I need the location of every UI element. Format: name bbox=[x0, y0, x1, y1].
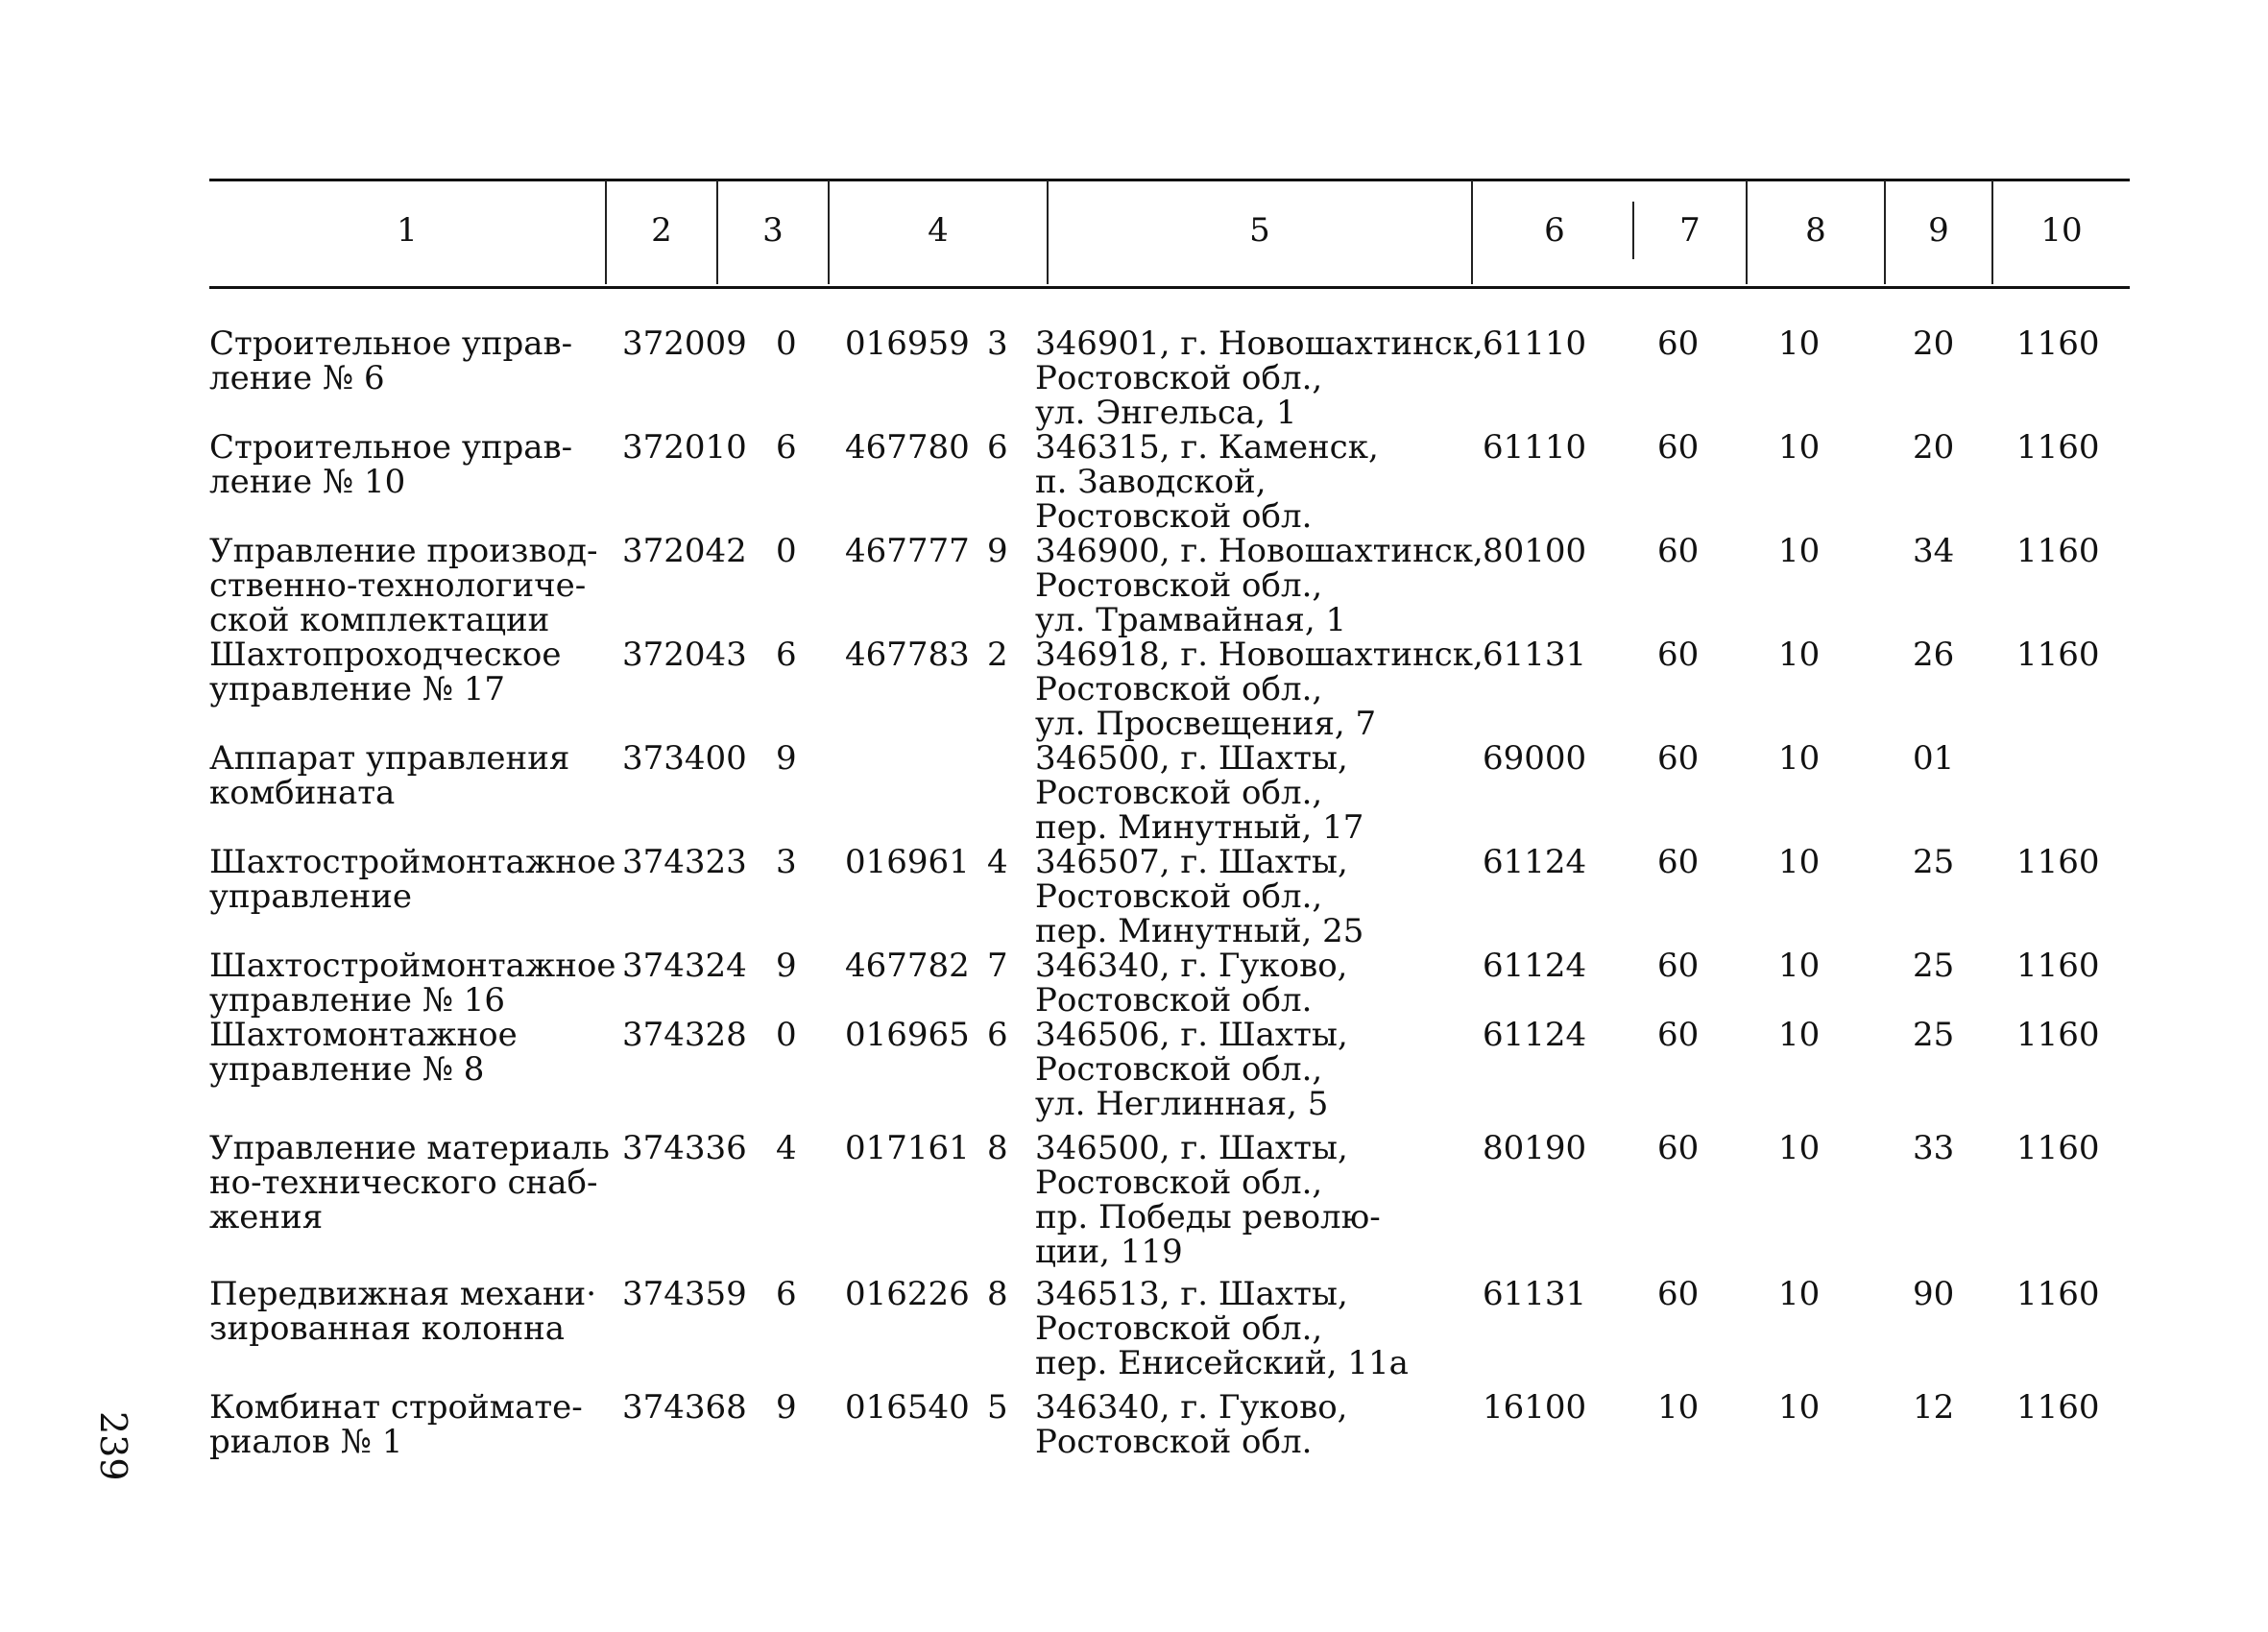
cell-c6: 61131 bbox=[1483, 1275, 1587, 1313]
row-address-line: Ростовской обл., bbox=[1035, 566, 1323, 605]
header-bottom-rule bbox=[209, 286, 2130, 289]
header-col-8: 8 bbox=[1805, 211, 1826, 250]
row-address-line: ул. Энгельса, 1 bbox=[1035, 394, 1297, 432]
cell-c2: 374323 bbox=[622, 843, 747, 881]
cell-c10: 1160 bbox=[2016, 1016, 2100, 1054]
row-address-line: 346500, г. Шахты, bbox=[1035, 739, 1348, 778]
cell-c10: 1160 bbox=[2016, 1275, 2100, 1313]
cell-c4b: 8 bbox=[987, 1129, 1008, 1167]
row-name-line: Шахтостроймонтажное bbox=[209, 843, 616, 881]
row-address-line: ул. Неглинная, 5 bbox=[1035, 1085, 1329, 1123]
cell-c6: 61110 bbox=[1483, 324, 1587, 363]
row-name-line: ственно-технологиче- bbox=[209, 566, 587, 605]
row-address-line: ул. Трамвайная, 1 bbox=[1035, 601, 1347, 639]
cell-c2: 372010 bbox=[622, 428, 747, 467]
header-col-1: 1 bbox=[397, 211, 418, 250]
row-name-line: Строительное управ- bbox=[209, 324, 573, 363]
cell-c3: 0 bbox=[776, 532, 797, 570]
row-name-line: риалов № 1 bbox=[209, 1423, 403, 1461]
cell-c4b: 4 bbox=[987, 843, 1008, 881]
row-address-line: Ростовской обл., bbox=[1035, 1164, 1323, 1202]
row-address-line: 346900, г. Новошахтинск, bbox=[1035, 532, 1484, 570]
row-name-line: Управление производ- bbox=[209, 532, 598, 570]
cell-c7: 60 bbox=[1657, 739, 1700, 778]
cell-c9: 25 bbox=[1913, 947, 1955, 985]
row-name-line: ление № 6 bbox=[209, 359, 385, 397]
cell-c7: 60 bbox=[1657, 636, 1700, 674]
row-address-line: п. Заводской, bbox=[1035, 463, 1267, 501]
cell-c2: 374336 bbox=[622, 1129, 747, 1167]
row-address bbox=[1035, 1018, 1348, 1121]
cell-c7: 60 bbox=[1657, 1016, 1700, 1054]
cell-c10: 1160 bbox=[2016, 532, 2100, 570]
row-address-line: пер. Енисейский, 11а bbox=[1035, 1344, 1409, 1382]
cell-c3: 9 bbox=[776, 1388, 797, 1427]
row-address-line: 346340, г. Гуково, bbox=[1035, 947, 1348, 985]
row-name bbox=[209, 741, 569, 810]
cell-c3: 0 bbox=[776, 1016, 797, 1054]
row-address bbox=[1035, 637, 1484, 741]
cell-c7: 60 bbox=[1657, 532, 1700, 570]
cell-c8: 10 bbox=[1778, 1129, 1821, 1167]
cell-c10: 1160 bbox=[2016, 1388, 2100, 1427]
cell-c4: 016961 bbox=[845, 843, 970, 881]
cell-c7: 60 bbox=[1657, 1129, 1700, 1167]
cell-c7: 10 bbox=[1657, 1388, 1700, 1427]
row-name-line: Шахтостроймонтажное bbox=[209, 947, 616, 985]
cell-c8: 10 bbox=[1778, 636, 1821, 674]
cell-c4: 467780 bbox=[845, 428, 970, 467]
page-number: 239 bbox=[92, 1411, 134, 1481]
cell-c10: 1160 bbox=[2016, 1129, 2100, 1167]
cell-c4: 016965 bbox=[845, 1016, 970, 1054]
cell-c3: 6 bbox=[776, 1275, 797, 1313]
cell-c3: 0 bbox=[776, 324, 797, 363]
cell-c9: 25 bbox=[1913, 843, 1955, 881]
cell-c9: 90 bbox=[1913, 1275, 1955, 1313]
cell-c9: 12 bbox=[1913, 1388, 1955, 1427]
row-address-line: 346340, г. Гуково, bbox=[1035, 1388, 1348, 1427]
row-name bbox=[209, 326, 572, 396]
row-address bbox=[1035, 845, 1363, 948]
row-address bbox=[1035, 1390, 1348, 1459]
row-name bbox=[209, 1390, 583, 1459]
cell-c10: 1160 bbox=[2016, 947, 2100, 985]
row-address-line: Ростовской обл. bbox=[1035, 1423, 1313, 1461]
row-address bbox=[1035, 1131, 1381, 1269]
row-name-line: управление № 8 bbox=[209, 1050, 485, 1089]
row-address-line: 346507, г. Шахты, bbox=[1035, 843, 1348, 881]
cell-c8: 10 bbox=[1778, 843, 1821, 881]
cell-c8: 10 bbox=[1778, 532, 1821, 570]
cell-c10: 1160 bbox=[2016, 843, 2100, 881]
header-top-rule bbox=[209, 179, 2130, 181]
cell-c6: 80100 bbox=[1483, 532, 1587, 570]
cell-c8: 10 bbox=[1778, 947, 1821, 985]
cell-c7: 60 bbox=[1657, 324, 1700, 363]
cell-c2: 374368 bbox=[622, 1388, 747, 1427]
row-address-line: Ростовской обл. bbox=[1035, 981, 1313, 1020]
header-col-3: 3 bbox=[762, 211, 784, 250]
row-name-line: Передвижная механи· bbox=[209, 1275, 597, 1313]
row-address bbox=[1035, 948, 1348, 1018]
cell-c10: 1160 bbox=[2016, 428, 2100, 467]
cell-c4: 467777 bbox=[845, 532, 970, 570]
row-address-line: 346315, г. Каменск, bbox=[1035, 428, 1379, 467]
row-address-line: Ростовской обл., bbox=[1035, 359, 1323, 397]
cell-c4b: 5 bbox=[987, 1388, 1008, 1427]
cell-c4: 016226 bbox=[845, 1275, 970, 1313]
header-col-9: 9 bbox=[1928, 211, 1949, 250]
row-name-line: Шахтопроходческое bbox=[209, 636, 562, 674]
cell-c2: 374324 bbox=[622, 947, 747, 985]
cell-c9: 20 bbox=[1913, 428, 1955, 467]
row-address-line: Ростовской обл., bbox=[1035, 1309, 1323, 1348]
cell-c8: 10 bbox=[1778, 739, 1821, 778]
cell-c4b: 8 bbox=[987, 1275, 1008, 1313]
cell-c6: 61110 bbox=[1483, 428, 1587, 467]
row-name-line: управление bbox=[209, 877, 413, 916]
cell-c4: 467783 bbox=[845, 636, 970, 674]
cell-c4b: 2 bbox=[987, 636, 1008, 674]
row-name-line: комбината bbox=[209, 774, 396, 812]
cell-c7: 60 bbox=[1657, 843, 1700, 881]
cell-c3: 9 bbox=[776, 947, 797, 985]
header-col-6: 6 bbox=[1544, 211, 1565, 250]
row-address-line: Ростовской обл., bbox=[1035, 1050, 1323, 1089]
cell-c6: 61124 bbox=[1483, 947, 1587, 985]
cell-c4b: 6 bbox=[987, 428, 1008, 467]
cell-c8: 10 bbox=[1778, 324, 1821, 363]
row-name-line: Комбинат строймате- bbox=[209, 1388, 583, 1427]
cell-c4b: 6 bbox=[987, 1016, 1008, 1054]
cell-c9: 34 bbox=[1913, 532, 1955, 570]
row-name bbox=[209, 430, 572, 499]
row-address-line: пр. Победы револю- bbox=[1035, 1198, 1381, 1236]
row-address-line: 346500, г. Шахты, bbox=[1035, 1129, 1348, 1167]
cell-c7: 60 bbox=[1657, 1275, 1700, 1313]
cell-c9: 26 bbox=[1913, 636, 1955, 674]
cell-c8: 10 bbox=[1778, 1016, 1821, 1054]
row-name-line: жения bbox=[209, 1198, 324, 1236]
cell-c6: 61131 bbox=[1483, 636, 1587, 674]
cell-c4b: 3 bbox=[987, 324, 1008, 363]
row-name bbox=[209, 845, 615, 914]
cell-c9: 20 bbox=[1913, 324, 1955, 363]
cell-c8: 10 bbox=[1778, 428, 1821, 467]
row-address bbox=[1035, 430, 1379, 534]
cell-c3: 6 bbox=[776, 428, 797, 467]
cell-c4b: 7 bbox=[987, 947, 1008, 985]
row-address-line: Ростовской обл. bbox=[1035, 497, 1313, 536]
row-name-line: Шахтомонтажное bbox=[209, 1016, 518, 1054]
cell-c3: 4 bbox=[776, 1129, 797, 1167]
row-name-line: Управление материаль bbox=[209, 1129, 610, 1167]
row-name-line: зированная колонна bbox=[209, 1309, 566, 1348]
cell-c3: 9 bbox=[776, 739, 797, 778]
cell-c9: 01 bbox=[1913, 739, 1955, 778]
row-address bbox=[1035, 741, 1363, 845]
row-address-line: 346918, г. Новошахтинск, bbox=[1035, 636, 1484, 674]
cell-c4: 016959 bbox=[845, 324, 970, 363]
cell-c6: 69000 bbox=[1483, 739, 1587, 778]
row-name-line: управление № 16 bbox=[209, 981, 506, 1020]
cell-c2: 374359 bbox=[622, 1275, 747, 1313]
cell-c6: 16100 bbox=[1483, 1388, 1587, 1427]
cell-c7: 60 bbox=[1657, 428, 1700, 467]
cell-c4: 016540 bbox=[845, 1388, 970, 1427]
cell-c4b: 9 bbox=[987, 532, 1008, 570]
row-name-line: ление № 10 bbox=[209, 463, 406, 501]
header-col-4: 4 bbox=[928, 211, 949, 250]
cell-c3: 6 bbox=[776, 636, 797, 674]
header-col-2: 2 bbox=[651, 211, 672, 250]
header-col-10: 10 bbox=[2040, 211, 2083, 250]
cell-c7: 60 bbox=[1657, 947, 1700, 985]
row-address-line: 346901, г. Новошахтинск, bbox=[1035, 324, 1484, 363]
row-name-line: Аппарат управления bbox=[209, 739, 570, 778]
cell-c6: 61124 bbox=[1483, 1016, 1587, 1054]
row-name bbox=[209, 1131, 610, 1235]
row-name bbox=[209, 637, 561, 707]
row-address bbox=[1035, 326, 1484, 430]
row-address-line: Ростовской обл., bbox=[1035, 877, 1323, 916]
row-address-line: пер. Минутный, 25 bbox=[1035, 912, 1364, 950]
row-address-line: Ростовской обл., bbox=[1035, 670, 1323, 708]
row-name-line: но-технического снаб- bbox=[209, 1164, 598, 1202]
cell-c10: 1160 bbox=[2016, 636, 2100, 674]
row-name bbox=[209, 1277, 596, 1346]
cell-c8: 10 bbox=[1778, 1388, 1821, 1427]
row-name-line: Строительное управ- bbox=[209, 428, 573, 467]
row-name bbox=[209, 1018, 518, 1087]
row-address-line: ул. Просвещения, 7 bbox=[1035, 705, 1377, 743]
row-name bbox=[209, 534, 598, 637]
cell-c10: 1160 bbox=[2016, 324, 2100, 363]
row-address-line: 346513, г. Шахты, bbox=[1035, 1275, 1348, 1313]
row-name bbox=[209, 948, 615, 1018]
header-col-5: 5 bbox=[1249, 211, 1270, 250]
cell-c2: 372043 bbox=[622, 636, 747, 674]
cell-c2: 372042 bbox=[622, 532, 747, 570]
cell-c3: 3 bbox=[776, 843, 797, 881]
row-name-line: управление № 17 bbox=[209, 670, 506, 708]
header-col-7: 7 bbox=[1679, 211, 1701, 250]
row-address bbox=[1035, 1277, 1409, 1380]
cell-c2: 372009 bbox=[622, 324, 747, 363]
cell-c2: 374328 bbox=[622, 1016, 747, 1054]
row-address-line: 346506, г. Шахты, bbox=[1035, 1016, 1348, 1054]
row-address bbox=[1035, 534, 1484, 637]
cell-c6: 61124 bbox=[1483, 843, 1587, 881]
cell-c9: 33 bbox=[1913, 1129, 1955, 1167]
cell-c8: 10 bbox=[1778, 1275, 1821, 1313]
cell-c9: 25 bbox=[1913, 1016, 1955, 1054]
cell-c2: 373400 bbox=[622, 739, 747, 778]
row-address-line: Ростовской обл., bbox=[1035, 774, 1323, 812]
cell-c4: 017161 bbox=[845, 1129, 970, 1167]
row-address-line: ции, 119 bbox=[1035, 1233, 1183, 1271]
cell-c4: 467782 bbox=[845, 947, 970, 985]
cell-c6: 80190 bbox=[1483, 1129, 1587, 1167]
row-name-line: ской комплектации bbox=[209, 601, 550, 639]
row-address-line: пер. Минутный, 17 bbox=[1035, 808, 1364, 847]
